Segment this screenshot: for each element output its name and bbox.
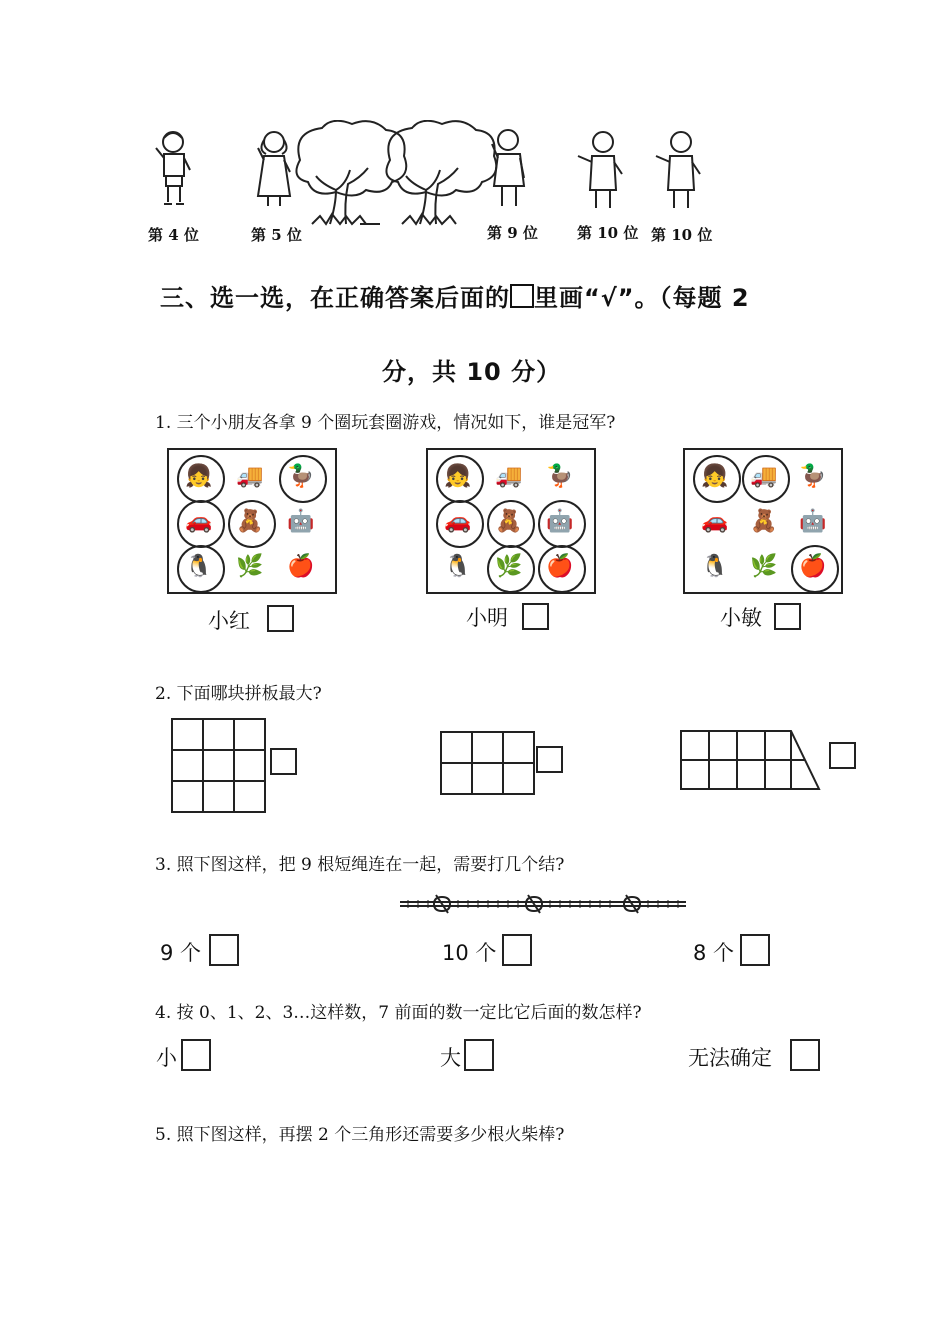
option-smaller-checkbox[interactable]	[181, 1039, 211, 1071]
option-xiaohong-checkbox[interactable]	[267, 605, 294, 632]
option-xiaoming-checkbox[interactable]	[522, 603, 549, 630]
rank-label-5: 第 10 位	[651, 226, 713, 244]
car-icon: 🚗	[185, 509, 213, 534]
section-title-line2: 分，共 10 分）	[382, 358, 562, 386]
plant-icon: 🌿	[236, 554, 264, 579]
question-5-text: 5. 照下图这样，再摆 2 个三角形还需要多少根火柴棒?	[155, 1125, 565, 1145]
option-8-checkbox[interactable]	[740, 934, 770, 966]
rank-label-2: 第 5 位	[251, 226, 302, 244]
penguin-icon: 🐧	[444, 554, 472, 579]
truck-icon: 🚚	[236, 464, 264, 489]
question-3-text: 3. 照下图这样，把 9 根短绳连在一起，需要打几个结?	[155, 855, 565, 875]
bear-icon: 🧸	[236, 509, 264, 534]
section-title-line1	[160, 278, 750, 313]
penguin-icon: 🐧	[185, 554, 213, 579]
duck-icon: 🦆	[287, 464, 315, 489]
option-smaller-label: 小	[156, 1046, 177, 1070]
title-square-icon	[510, 284, 534, 308]
option-xiaohong-label: 小红	[208, 609, 250, 633]
penguin-icon: 🐧	[701, 554, 729, 579]
puzzle-board-3x2	[440, 731, 535, 795]
option-xiaomin-checkbox[interactable]	[774, 603, 801, 630]
option-10-checkbox[interactable]	[502, 934, 532, 966]
apple-icon: 🍎	[287, 554, 315, 579]
option-undetermined-label: 无法确定	[688, 1046, 772, 1070]
section-title-mark: “√”。（每题 2	[584, 284, 750, 312]
option-9-label: 9 个	[160, 941, 202, 965]
puzzle-board-trapezoid	[679, 729, 829, 793]
option-8-label: 8 个	[693, 941, 735, 965]
apple-icon: 🍎	[799, 554, 827, 579]
question-4-text: 4. 按 0、1、2、3…这样数，7 前面的数一定比它后面的数怎样?	[155, 1003, 642, 1023]
bear-icon: 🧸	[495, 509, 523, 534]
section-title-part2: 里画	[534, 284, 584, 312]
ring-toss-panel-xiaohong	[167, 448, 337, 594]
robot-icon: 🤖	[799, 509, 827, 534]
option-9-checkbox[interactable]	[209, 934, 239, 966]
car-icon: 🚗	[701, 509, 729, 534]
plant-icon: 🌿	[750, 554, 778, 579]
girl-icon: 👧	[185, 464, 213, 489]
knotted-rope-icon	[398, 891, 690, 917]
rank-label-4: 第 10 位	[577, 224, 639, 242]
apple-icon: 🍎	[546, 554, 574, 579]
option-undetermined-checkbox[interactable]	[790, 1039, 820, 1071]
option-larger-label: 大	[440, 1046, 461, 1070]
option-board-3-checkbox[interactable]	[829, 742, 856, 769]
duck-icon: 🦆	[799, 464, 827, 489]
option-xiaoming-label: 小明	[466, 606, 508, 630]
duck-icon: 🦆	[546, 464, 574, 489]
plant-icon: 🌿	[495, 554, 523, 579]
girl-icon: 👧	[701, 464, 729, 489]
robot-icon: 🤖	[546, 509, 574, 534]
ring-toss-panel-xiaomin	[683, 448, 843, 594]
question-2-text: 2. 下面哪块拼板最大?	[155, 684, 322, 704]
robot-icon: 🤖	[287, 509, 315, 534]
option-board-1-checkbox[interactable]	[270, 748, 297, 775]
section-title-part1: 三、选一选，在正确答案后面的	[160, 284, 510, 312]
rank-label-3: 第 9 位	[487, 224, 538, 242]
option-board-2-checkbox[interactable]	[536, 746, 563, 773]
ring-toss-panel-xiaoming	[426, 448, 596, 594]
bear-icon: 🧸	[750, 509, 778, 534]
car-icon: 🚗	[444, 509, 472, 534]
truck-icon: 🚚	[750, 464, 778, 489]
girl-icon: 👧	[444, 464, 472, 489]
truck-icon: 🚚	[495, 464, 523, 489]
rank-label-1: 第 4 位	[148, 226, 199, 244]
question-1-text: 1. 三个小朋友各拿 9 个圈玩套圈游戏，情况如下，谁是冠军?	[155, 413, 616, 433]
option-larger-checkbox[interactable]	[464, 1039, 494, 1071]
puzzle-board-3x3	[171, 718, 266, 813]
option-10-label: 10 个	[442, 941, 497, 965]
option-xiaomin-label: 小敏	[720, 606, 762, 630]
